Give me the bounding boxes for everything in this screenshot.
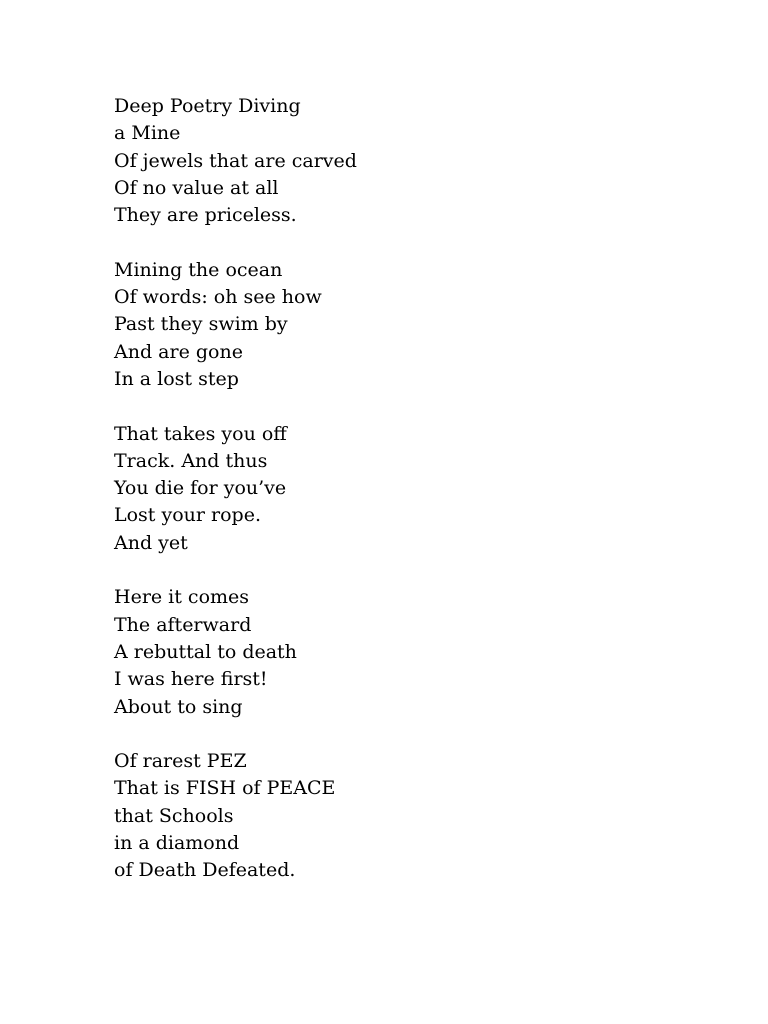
poem-line: Past they swim by — [114, 313, 288, 336]
poem-line: a Mine — [114, 122, 181, 145]
poem-line: About to sing — [114, 695, 243, 718]
poem-line: Of jewels that are carved — [114, 149, 357, 172]
poem-line: That takes you off — [114, 422, 287, 445]
poem-line: A rebuttal to death — [114, 640, 297, 663]
stanza-4 — [114, 584, 674, 720]
poem-line: Mining the ocean — [114, 258, 283, 281]
poem-line: And yet — [114, 531, 188, 554]
poem-line: Track. And thus — [114, 449, 268, 472]
poem-line: Lost your rope. — [114, 504, 261, 527]
poem-line: Of no value at all — [114, 176, 279, 199]
poem-line: They are priceless. — [114, 204, 297, 227]
poem-line: Of rarest PEZ — [114, 750, 247, 773]
poem-line: of Death Defeated. — [114, 859, 296, 882]
poem-line: Here it comes — [114, 586, 250, 609]
poem — [114, 93, 674, 912]
poem-line: You die for you’ve — [114, 477, 287, 500]
poem-line: I was here first! — [114, 668, 268, 691]
poem-line: Deep Poetry Diving — [114, 95, 301, 117]
stanza-1 — [114, 93, 674, 229]
stanza-3 — [114, 421, 674, 557]
stanza-5 — [114, 748, 674, 884]
poem-line: Of words: oh see how — [114, 286, 322, 309]
stanza-2 — [114, 257, 674, 393]
poem-line: In a lost step — [114, 367, 239, 390]
poem-line: The afterward — [114, 613, 252, 636]
poem-line: in a diamond — [114, 832, 240, 855]
poem-line: And are gone — [114, 340, 243, 363]
poem-line: That is FISH of PEACE — [114, 777, 336, 800]
poem-line: that Schools — [114, 804, 234, 827]
